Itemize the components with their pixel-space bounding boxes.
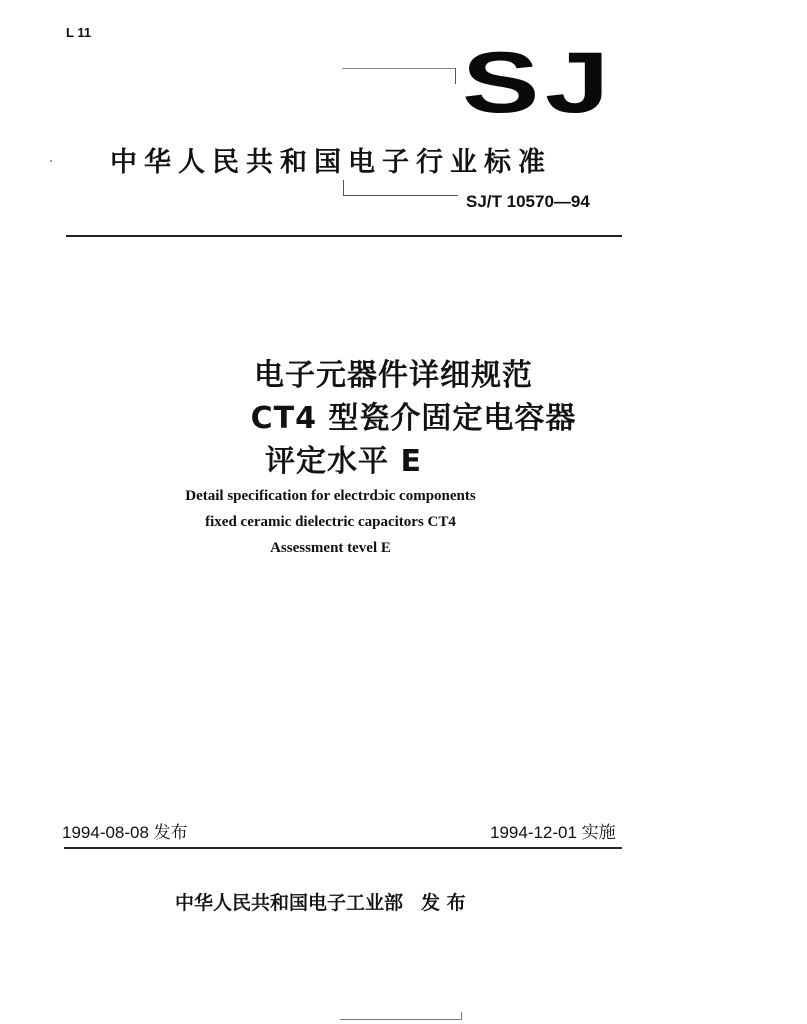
header-divider (66, 235, 622, 237)
logo-frame-tick (455, 68, 456, 84)
en-title-line-2: fixed ceramic dielectric capacitors CT4 (205, 514, 456, 530)
sj-logo: SJ (462, 35, 615, 131)
en-title-line-1: Detail specification for electrdɔic components (185, 488, 476, 504)
cn-title-line-2: CT4 型瓷介固定电容器 (250, 401, 577, 436)
effective-date: 1994-12-01 实施 (490, 823, 616, 842)
page-bottom-line (340, 1019, 462, 1020)
standard-number: SJ/T 10570—94 (466, 192, 590, 211)
logo-frame-line (342, 68, 455, 69)
classification-code: L 11 (66, 25, 92, 40)
publisher-action: 发 布 (421, 892, 466, 914)
en-title-line-3: Assessment tevel E (270, 540, 391, 556)
cn-title-line-1: 电子元器件详细规范 (254, 358, 533, 393)
standard-category-title: 中华人民共和国电子行业标准 (110, 147, 552, 178)
scan-speck (50, 160, 52, 162)
page-bottom-tick (461, 1012, 462, 1020)
number-bracket-line (343, 195, 458, 196)
publisher-name: 中华人民共和国电子工业部 (175, 892, 404, 914)
publisher (175, 888, 466, 915)
footer-divider (64, 847, 622, 849)
number-bracket-tick (343, 180, 344, 196)
cn-title-line-3: 评定水平 E (265, 444, 422, 479)
issue-date: 1994-08-08 发布 (62, 823, 188, 842)
